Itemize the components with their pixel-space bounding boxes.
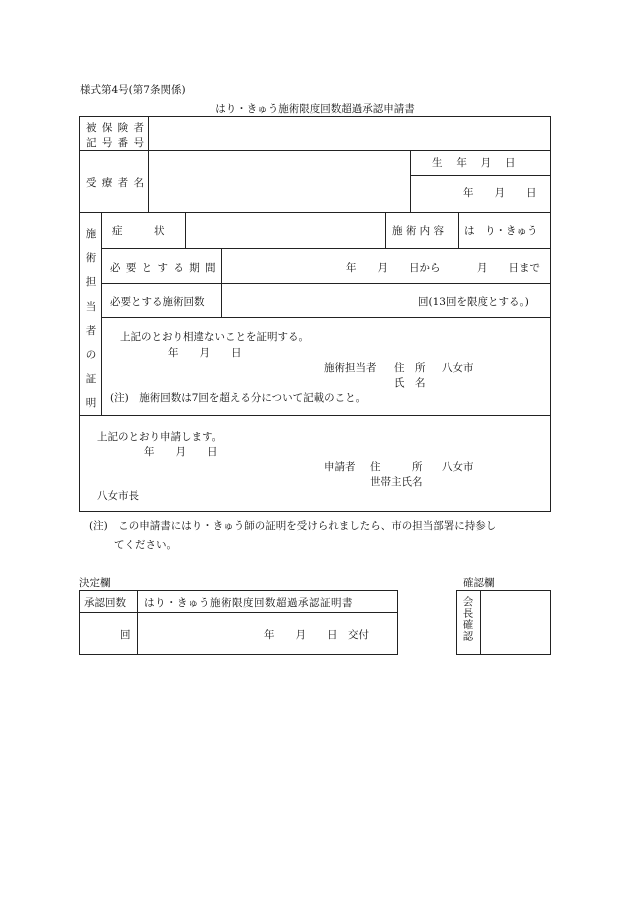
certification-statement: 上記のとおり相違ないことを証明する。 [120, 331, 309, 343]
practitioner-address-label: 住 所 [394, 362, 426, 374]
application-date[interactable]: 年 月 日 [144, 446, 218, 458]
birth-date-field[interactable]: 年 月 日 [463, 187, 537, 199]
form-number: 様式第4号(第7条関係) [80, 84, 186, 96]
form-title: はり・きゅう施術限度回数超過承認申請書 [215, 103, 415, 115]
practitioner-name-label: 氏 名 [394, 377, 426, 389]
practitioner-city: 八女市 [442, 362, 474, 374]
patient-name-field[interactable] [150, 152, 408, 210]
confirmation-heading: 確認欄 [463, 577, 495, 589]
footer-note-line1: (注) この申請書にはり・きゅう師の証明を受けられましたら、市の担当部署に持参し [89, 520, 497, 532]
chief-confirmation-stamp-area[interactable] [482, 592, 549, 653]
certificate-header: はり・きゅう施術限度回数超過承認証明書 [144, 597, 353, 609]
treatment-value: は り・きゅう [464, 225, 538, 237]
addressee: 八女市長 [97, 490, 139, 502]
chief-confirmation-label: 会長確認 [461, 596, 474, 642]
count-field[interactable]: 回(13回を限度とする。) [418, 296, 529, 308]
period-end-field[interactable]: 月 日まで [477, 262, 540, 274]
period-start-field[interactable]: 年 月 日から [346, 262, 441, 274]
decision-heading: 決定欄 [79, 577, 111, 589]
applicant-label: 申請者 [324, 461, 356, 473]
insured-number-label-line2: 記 号 番 号 [86, 137, 146, 149]
certification-note: (注) 施術回数は7回を超える分について記載のこと。 [110, 392, 367, 404]
period-label: 必 要 と す る 期 間 [110, 262, 217, 274]
footer-note-line2: てください。 [114, 539, 177, 551]
patient-name-label: 受 療 者 名 [86, 177, 146, 189]
approved-count-unit[interactable]: 回 [120, 629, 131, 641]
householder-name-label: 世帯主氏名 [370, 476, 423, 488]
count-label: 必要とする施術回数 [110, 296, 205, 308]
insured-number-label-line1: 被 保 険 者 [86, 122, 146, 134]
treatment-label: 施 術 内 容 [392, 225, 445, 237]
applicant-city: 八女市 [442, 461, 474, 473]
symptom-field[interactable] [187, 214, 383, 246]
application-statement: 上記のとおり申請します。 [97, 431, 223, 443]
issue-date[interactable]: 年 月 日 交付 [264, 629, 369, 641]
applicant-address-label: 住 所 [370, 461, 423, 473]
approved-count-header: 承認回数 [84, 597, 126, 609]
practitioner-certification-side-label: 施 術 担 当 者 の 証 明 [85, 228, 97, 410]
birth-date-label: 生 年 月 日 [432, 157, 516, 169]
symptom-label: 症 状 [112, 225, 165, 237]
certification-date[interactable]: 年 月 日 [168, 347, 242, 359]
insured-number-field[interactable] [150, 118, 548, 148]
practitioner-label: 施術担当者 [324, 362, 377, 374]
